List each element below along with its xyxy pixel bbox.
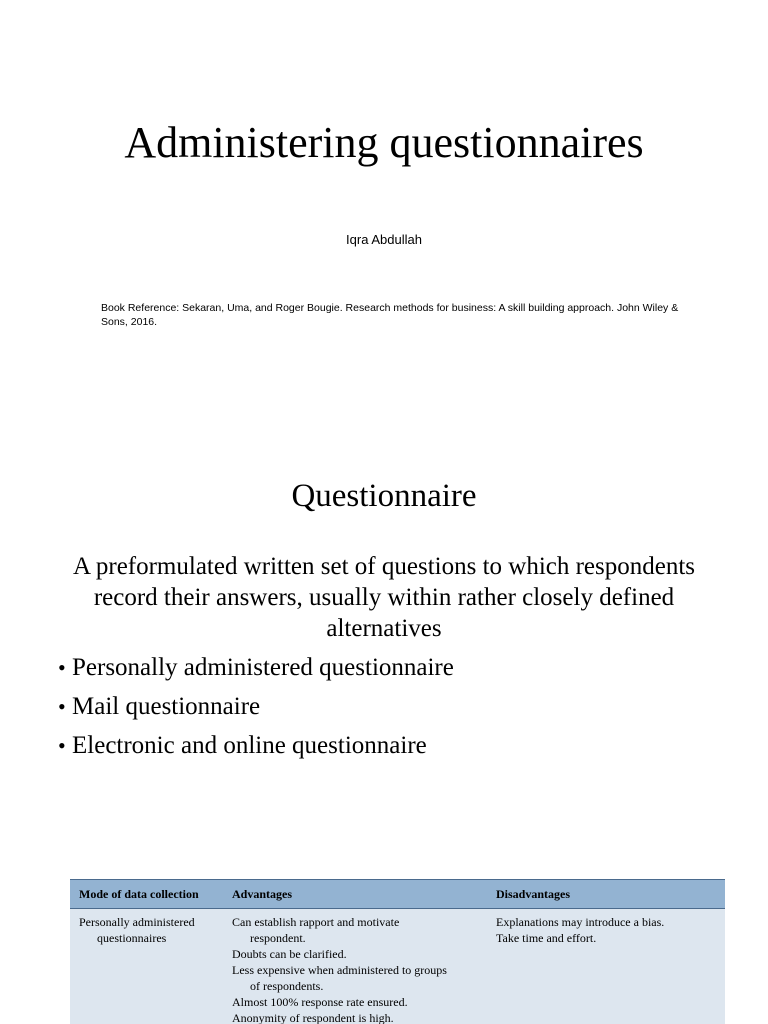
cell-mode bbox=[70, 909, 223, 1024]
header-disadvantages: Disadvantages bbox=[487, 880, 725, 909]
advantage-line: Can establish rapport and motivate bbox=[232, 915, 400, 929]
cell-disadvantages bbox=[487, 909, 725, 1024]
advantage-line: Anonymity of respondent is high. bbox=[232, 1011, 394, 1024]
author-name: Iqra Abdullah bbox=[346, 232, 422, 247]
bullet-list bbox=[58, 650, 454, 767]
bullet-icon: • bbox=[58, 655, 66, 680]
mode-line: questionnaires bbox=[97, 931, 167, 945]
cell-advantages bbox=[223, 909, 487, 1024]
table-header-row bbox=[70, 880, 725, 909]
table-row bbox=[70, 909, 725, 1024]
advantage-line: Less expensive when administered to groups bbox=[232, 963, 447, 977]
advantage-line: Doubts can be clarified. bbox=[232, 947, 347, 961]
bullet-text: Electronic and online questionnaire bbox=[72, 732, 427, 759]
advantage-line: of respondents. bbox=[250, 979, 324, 993]
header-advantages: Advantages bbox=[223, 880, 487, 909]
advantage-line: respondent. bbox=[250, 931, 306, 945]
bullet-icon: • bbox=[58, 733, 66, 758]
list-item bbox=[58, 650, 454, 689]
section-title: Questionnaire bbox=[291, 478, 477, 514]
header-mode: Mode of data collection bbox=[70, 880, 223, 909]
slide-title: Administering questionnaires bbox=[124, 118, 644, 167]
bullet-icon: • bbox=[58, 694, 66, 719]
disadvantage-line: Explanations may introduce a bias. bbox=[496, 915, 665, 929]
advantage-line: Almost 100% response rate ensured. bbox=[232, 995, 408, 1009]
definition-text: A preformulated written set of questions to which respondents record their answers, usually within rather closely defined alternatives bbox=[72, 553, 696, 642]
list-item bbox=[58, 728, 454, 767]
mode-line: Personally administered bbox=[79, 915, 195, 929]
bullet-text: Mail questionnaire bbox=[72, 693, 261, 720]
data-collection-table bbox=[70, 879, 725, 1024]
list-item bbox=[58, 689, 454, 728]
book-reference: Book Reference: Sekaran, Uma, and Roger Bougie. Research methods for business: A skill building approach. John Wiley & Sons, 2016. bbox=[101, 302, 679, 328]
disadvantage-line: Take time and effort. bbox=[496, 931, 597, 945]
bullet-text: Personally administered questionnaire bbox=[72, 654, 454, 681]
